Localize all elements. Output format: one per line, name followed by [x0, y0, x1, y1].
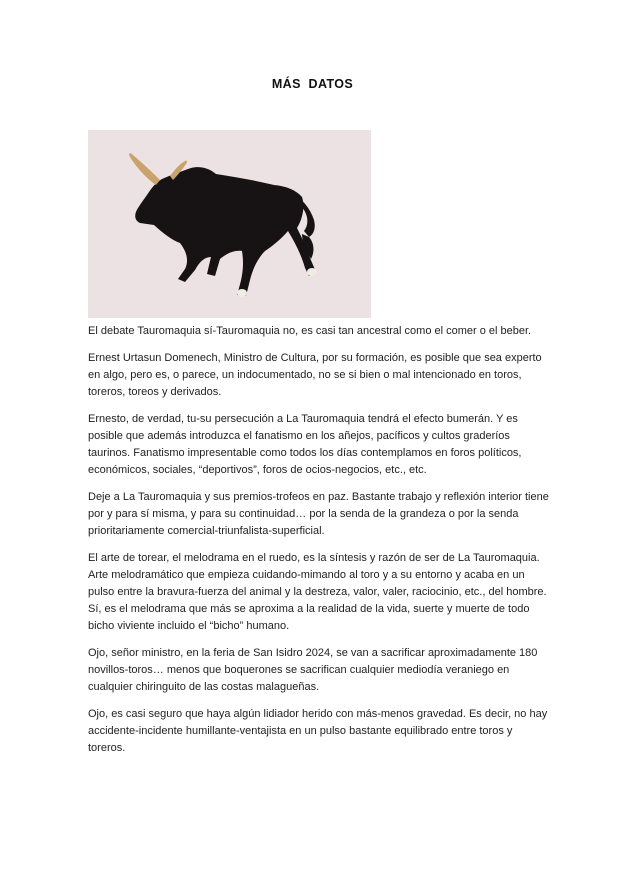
- paragraph-5: El arte de torear, el melodrama en el ruedo, es la síntesis y razón de ser de La Tauromaquia. Arte melodramático que empieza cuidando-mimando al toro y a su entorno y acaba en un pulso entre la bravura-fuerza del animal y la destreza, valor, valer, raciocinio, etc., del hombre. Sí, es el melodrama que más se aproxima a la realidad de la vida, suerte y muerte de todo bicho viviente incluido el “bicho” humano.: [88, 552, 547, 632]
- paragraph-1: El debate Tauromaquia sí-Tauromaquia no, es casi tan ancestral como el comer o el beber.: [88, 325, 532, 337]
- paragraph-6: Ojo, señor ministro, en la feria de San Isidro 2024, se van a sacrificar aproximadamente 180 novillos-toros… menos que boquerones se sacrifican cualquier mediodía veraniego en cualquier chiringuito de las costas malagueñas.: [88, 647, 538, 693]
- bull-illustration: [88, 130, 371, 318]
- bull-hoof-rear: [307, 268, 317, 276]
- bull-hoof-hind: [237, 289, 247, 297]
- page-title: MÁS DATOS: [271, 77, 354, 91]
- paragraph-2: Ernest Urtasun Domenech, Ministro de Cultura, por su formación, es posible que sea experto en algo, pero es, o parece, un indocumentado, no se si bien o mal intencionado en toros, toreros, toreos y derivados.: [88, 352, 542, 398]
- paragraph-3: Ernesto, de verdad, tu-su persecución a La Tauromaquia tendrá el efecto bumerán. Y es posible que además introduzca el fanatismo en los añejos, pacíficos y cultos graderíos taurinos. Fanatismo impresentable como todos los días contemplamos en foros políticos, económicos, sociales, “deportivos”, foros de ocios-negocios, etc., etc.: [88, 413, 522, 476]
- paragraph-7: Ojo, es casi seguro que haya algún lidiador herido con más-menos gravedad. Es decir, no hay accidente-incidente humillante-ventajista en un pulso bastante equilibrado entre toros y toreros.: [88, 708, 548, 754]
- bull-photo: [88, 130, 371, 318]
- document-body: [88, 323, 550, 767]
- paragraph-4: Deje a La Tauromaquia y sus premios-trofeos en paz. Bastante trabajo y reflexión interior tiene por y para sí misma, y para su continuidad… por la senda de la grandeza o por la senda prioritariamente comercial-triunfalista-superficial.: [88, 491, 549, 537]
